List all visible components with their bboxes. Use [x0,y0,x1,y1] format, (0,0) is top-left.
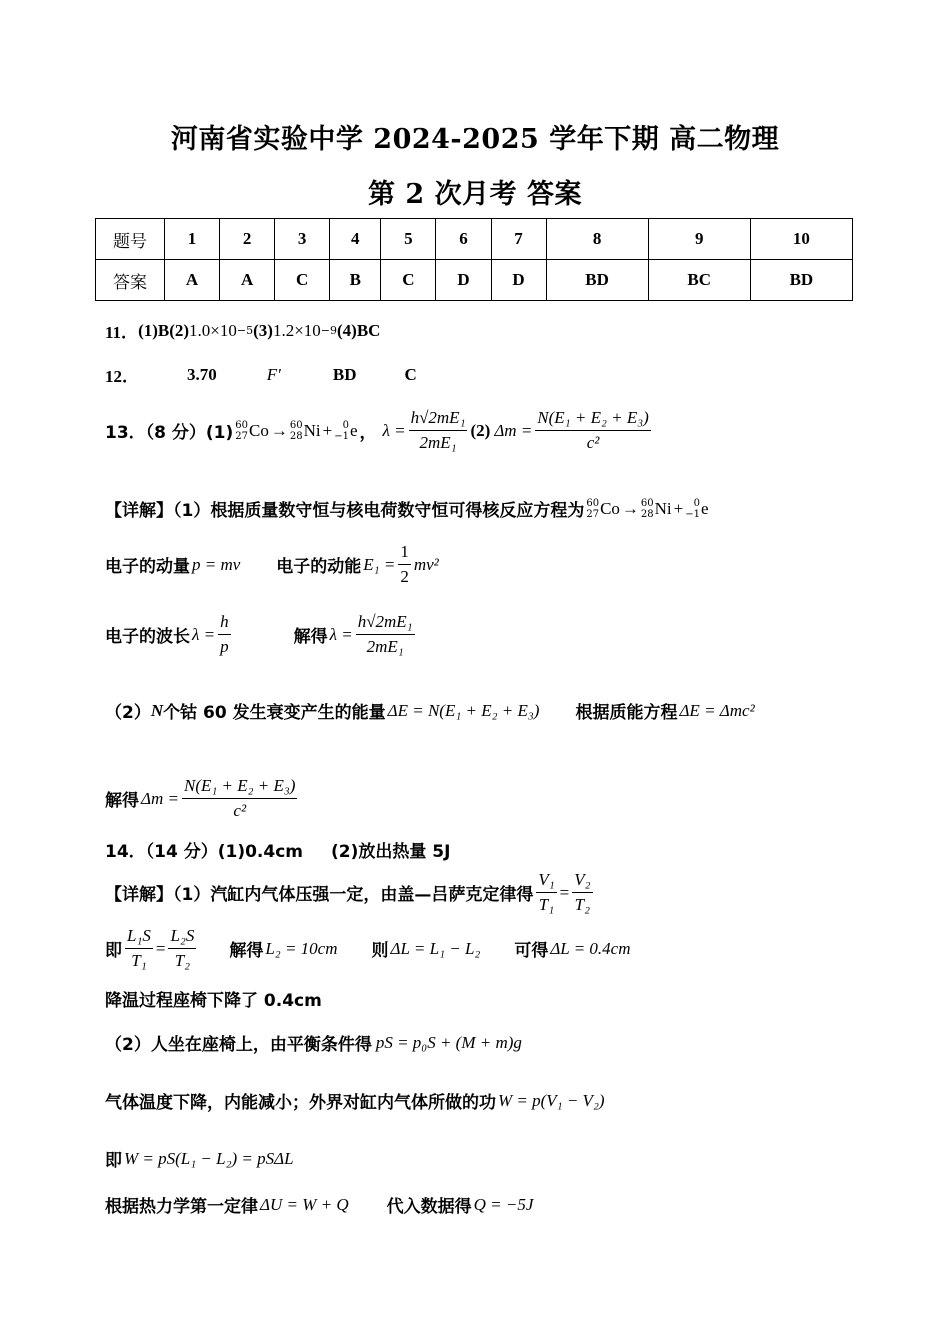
dm-fraction [535,408,651,453]
nickel-symbol: Ni [654,498,672,518]
ji-label: 即 [105,941,122,961]
work-equation: W = p(V₁ − V₂) [498,1090,605,1110]
electron-particle [334,420,357,442]
can-label: 可得 [514,941,549,961]
answer-cell: D [436,260,491,301]
lambda-fraction [409,408,468,453]
q12-answer4: C [404,364,417,384]
energy-equation: ΔE = N(E₁ + E₂ + E₃) [387,700,540,720]
q14-answer [105,837,450,862]
answer-row [96,260,853,301]
mass-energy-label: 根据质能方程 [575,703,678,723]
dm-lhs: Δm = [494,420,533,440]
question-cell: 4 [330,219,381,260]
q13-answer [105,408,654,453]
question-cell: 1 [165,219,220,260]
v2-t2-fraction [572,870,592,915]
cobalt-nuclide [235,420,269,442]
nickel-symbol: Ni [303,420,321,440]
question-cell: 9 [648,219,750,260]
lambda-numerator: h√2mE₁ [409,408,468,431]
first-law-label: 根据热力学第一定律 [105,1197,258,1217]
electron-particle [685,498,708,520]
heat-equation: Q = −5J [473,1194,534,1214]
q11-number: 11． [105,323,139,342]
wavelength-numerator: h [218,612,231,635]
q14-detail1: 【详解】（1）汽缸内气体压强一定，由盖—吕萨克定律得 $\frac{\text{V₁}}{\text{T₁}}$ = $\frac{\text{V₂}}{\text{T₂}}$ [105,870,591,914]
dm-numerator: N(E₁ + E₂ + E₃) [182,776,298,799]
l1s-t1-fraction [125,926,153,971]
q11-answer [105,318,380,343]
question-number-row [96,219,853,260]
q13-momentum-line [105,542,439,587]
q12-answer3: BD [332,364,357,384]
dm-denominator: c² [233,801,247,820]
answer-cell: BD [750,260,852,301]
q11-exp3: −9 [320,324,337,337]
half-numerator: 1 [398,542,411,565]
row-label-question: 题号 [96,219,165,260]
question-cell: 10 [750,219,852,260]
lambda-denominator: 2mE₁ [366,637,404,656]
answer-cell: A [165,260,220,301]
t1-denominator: T₁ [538,895,555,914]
answer-cell: A [220,260,275,301]
q13-detail2 [105,698,755,723]
delta-l-equation: ΔL = L₁ − L₂ [390,938,481,958]
balance-equation: pS = p₀S + (M + m)g [375,1032,522,1052]
q14-work-line [105,1088,605,1113]
l2s-numerator: L₂S [168,926,196,949]
lambda-denominator: 2mE₁ [419,433,457,452]
answer-cell: BC [648,260,750,301]
page-subtitle: 第 2 次月考 答案 [368,179,582,210]
q13-part2: (2) [470,420,491,440]
t1-denominator: T₁ [131,951,147,970]
q11-part1: (1)B(2) [138,320,190,340]
question-cell: 6 [436,219,491,260]
q14-detail2 [105,1030,522,1055]
then-label: 则 [371,941,389,961]
q11-exp2: −5 [236,324,254,337]
q14-conclusion-text: 降温过程座椅下降了 0.4cm [105,991,322,1011]
q14-detail1-text: 【详解】（1）汽缸内气体压强一定，由盖—吕萨克定律得 [105,885,534,905]
cobalt-mass-number: 60 [235,419,249,431]
question-cell: 8 [546,219,648,260]
half-denominator: 2 [400,567,409,586]
nickel-atomic-number: 28 [640,508,654,520]
q14-heading: 14．（14 分）(1)0.4cm [105,842,304,862]
q14-length-line: 即 $\frac{\text{L₁S}}{\text{T₁}}$ = $\frac{\text{L₂S}}{\text{T₂}}$ 解得 L₂ = 10cm 则 ΔL = L₁ − L₂ 可得 ΔL = 0.4cm [105,926,631,970]
first-law-equation: ΔU = W + Q [260,1194,349,1214]
q12-number: 12． [105,367,139,386]
q11-part3: (3) [253,320,273,340]
nickel-atomic-number: 28 [289,430,303,442]
substitute-label: 代入数据得 [386,1197,472,1217]
l1s-numerator: L₁S [125,926,153,949]
question-cell: 2 [220,219,275,260]
t2-denominator: T₂ [574,895,591,914]
cobalt-atomic-number: 27 [586,508,600,520]
solve-label: 解得 [293,627,328,647]
answer-cell: C [275,260,330,301]
cobalt-mass-number: 60 [586,497,600,509]
momentum-label: 电子的动量 [105,557,190,577]
page-title: 河南省实验中学 2024-2025 学年下期 高二物理 [170,124,780,155]
nickel-mass-number: 60 [640,497,654,509]
q12-answer2: F′ [266,364,281,384]
reaction-arrow: → [270,420,288,440]
ji-label: 即 [105,1151,122,1171]
work-text: 气体温度下降，内能减小；外界对缸内气体所做的功 [105,1093,496,1113]
q11-value2: 1.0×10 [189,320,237,340]
row-label-answer: 答案 [96,260,165,301]
wavelength-denominator: p [220,637,229,656]
dm-fraction [182,776,298,821]
electron-charge-number: −1 [334,430,349,442]
answer-cell: B [330,260,381,301]
work-equation-expanded: W = pS(L₁ − L₂) = pSΔL [124,1148,294,1168]
wavelength-fraction [218,612,231,657]
delta-l-value: ΔL = 0.4cm [550,938,631,958]
reaction-arrow: → [621,498,639,518]
dm-denominator: c² [586,433,600,452]
mass-energy-equation: ΔE = Δmc² [679,700,755,720]
dm-lhs: Δm = [141,788,179,808]
answer-cell: C [381,260,436,301]
kinetic-energy-rhs: mv² [413,554,439,574]
answer-table [95,218,853,301]
cobalt-symbol: Co [600,498,620,518]
kinetic-energy-label: 电子的动能 [276,557,362,577]
cobalt-atomic-number: 27 [235,430,249,442]
q11-value3: 1.2×10 [272,320,321,340]
q14-work-line2 [105,1146,294,1171]
q12-answer1: 3.70 [187,364,217,384]
lambda-lhs: λ = [382,420,406,440]
q14-detail2-text: （2）人坐在座椅上，由平衡条件得 [105,1035,372,1055]
kinetic-energy-lhs: E₁ = [363,554,396,574]
t2-denominator: T₂ [174,951,191,970]
question-cell: 7 [491,219,546,260]
q14-first-law-line [105,1192,533,1217]
answer-cell: D [491,260,546,301]
q13-detail1-text: 【详解】（1）根据质量数守恒与核电荷数守恒可得核反应方程为 [105,501,585,521]
l2-equation: L₂ = 10cm [265,938,338,958]
q13-detail2-head: （2） [105,703,151,723]
plus-sign: + [673,498,684,518]
momentum-equation: p = mv [192,554,241,574]
v1-numerator: V₁ [536,870,556,893]
lambda-fraction [356,612,415,657]
solve2-label: 解得 [105,791,139,811]
v2-numerator: V₂ [572,870,592,893]
q13-detail1 [105,496,711,521]
electron-charge-number: −1 [685,508,700,520]
plus-sign: + [322,420,333,440]
v1-t1-fraction [536,870,556,915]
q12-answer [105,362,417,387]
nickel-nuclide [290,420,321,442]
solve-label: 解得 [229,941,264,961]
electron-symbol: e [349,420,358,440]
question-cell: 3 [275,219,330,260]
cobalt-symbol: Co [249,420,269,440]
q13-wavelength-line [105,612,418,657]
answer-cell: BD [546,260,648,301]
electron-symbol: e [700,498,709,518]
q13-heading: 13．（8 分）(1) [105,423,234,443]
half-fraction [398,542,411,587]
cobalt-nuclide [586,498,620,520]
wavelength-lhs: λ = [192,624,216,644]
q13-detail2-n: N [150,700,164,720]
l2s-t2-fraction [168,926,196,971]
q14-conclusion [105,986,322,1011]
electron-mass-number: 0 [693,497,700,509]
nickel-mass-number: 60 [289,419,303,431]
dm-numerator: N(E₁ + E₂ + E₃) [535,408,651,431]
q13-solve2 [105,776,300,821]
question-cell: 5 [381,219,436,260]
q11-part4: (4)BC [337,320,381,340]
q14-part2: (2)放出热量 5J [331,842,451,862]
nickel-nuclide [641,498,672,520]
q13-detail2-text: 个钴 60 发生衰变产生的能量 [163,703,386,723]
wavelength-label: 电子的波长 [105,627,190,647]
comma: ， [359,423,377,443]
lambda-numerator: h√2mE₁ [356,612,415,635]
lambda-lhs: λ = [329,624,353,644]
electron-mass-number: 0 [342,419,349,431]
